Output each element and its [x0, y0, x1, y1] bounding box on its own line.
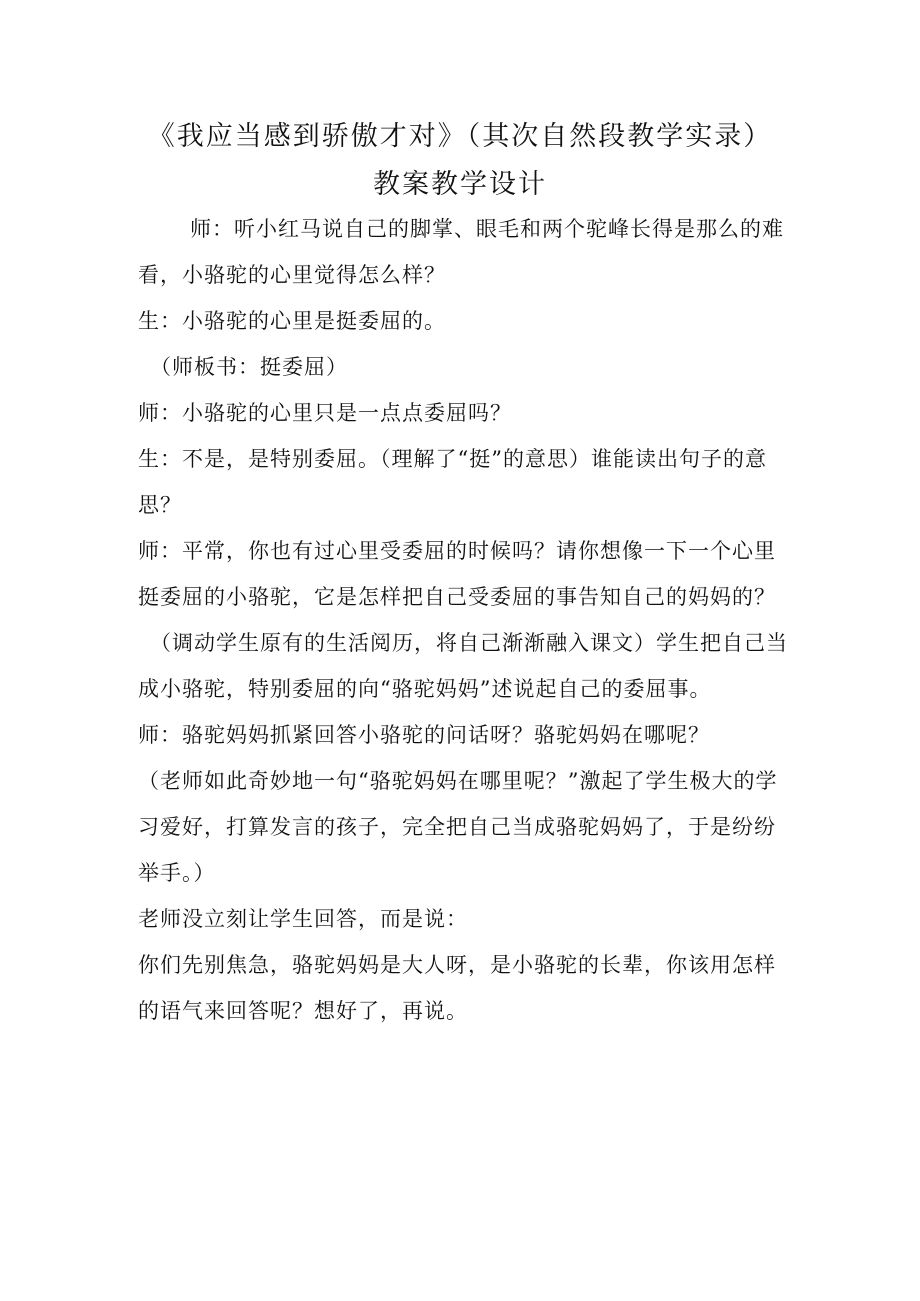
paragraph-teaching-note-2: （老师如此奇妙地一句“骆驼妈妈在哪里呢？”激起了学生极大的学习爱好，打算发言的孩子，完全把自己当成骆驼妈妈了，于是纷纷举手。）: [138, 769, 778, 885]
paragraph-student-answer-2: 生：不是，是特别委屈。（理解了“挺”的意思）谁能读出句子的意思？: [138, 447, 767, 517]
paragraph-board-note: （师板书：挺委屈）: [150, 355, 348, 379]
paragraph-teacher-question-3: 师：平常，你也有过心里受委屈的时候吗？请你想像一下一个心里挺委屈的小骆驼，它是怎样把自己受委屈的事告知自己的妈妈的？: [138, 539, 776, 609]
document-body: [138, 206, 788, 1034]
paragraph-teacher-narration: 老师没立刻让学生回答，而是说：: [138, 907, 468, 931]
paragraph-teacher-instruction: 你们先别焦急，骆驼妈妈是大人呀，是小骆驼的长辈，你该用怎样的语气来回答呢？想好了，再说。: [138, 953, 776, 1023]
paragraph-teacher-question-1: 师：听小红马说自己的脚掌、眼毛和两个驼峰长得是那么的难看，小骆驼的心里觉得怎么样？: [138, 217, 784, 287]
document-subtitle: 教案教学设计: [373, 169, 547, 200]
paragraph-teacher-question-2: 师：小骆驼的心里只是一点点委屈吗？: [138, 401, 512, 425]
paragraph-student-answer-1: 生：小骆驼的心里是挺委屈的。: [138, 309, 446, 333]
paragraph-teacher-question-4: 师：骆驼妈妈抓紧回答小骆驼的问话呀？骆驼妈妈在哪呢？: [138, 723, 710, 747]
paragraph-teaching-note-1: （调动学生原有的生活阅历，将自己渐渐融入课文）学生把自己当成小骆驼，特别委屈的向“骆驼妈妈”述说起自己的委屈事。: [138, 631, 788, 701]
document-title: 《我应当感到骄傲才对》（其次自然段教学实录）: [147, 121, 773, 152]
